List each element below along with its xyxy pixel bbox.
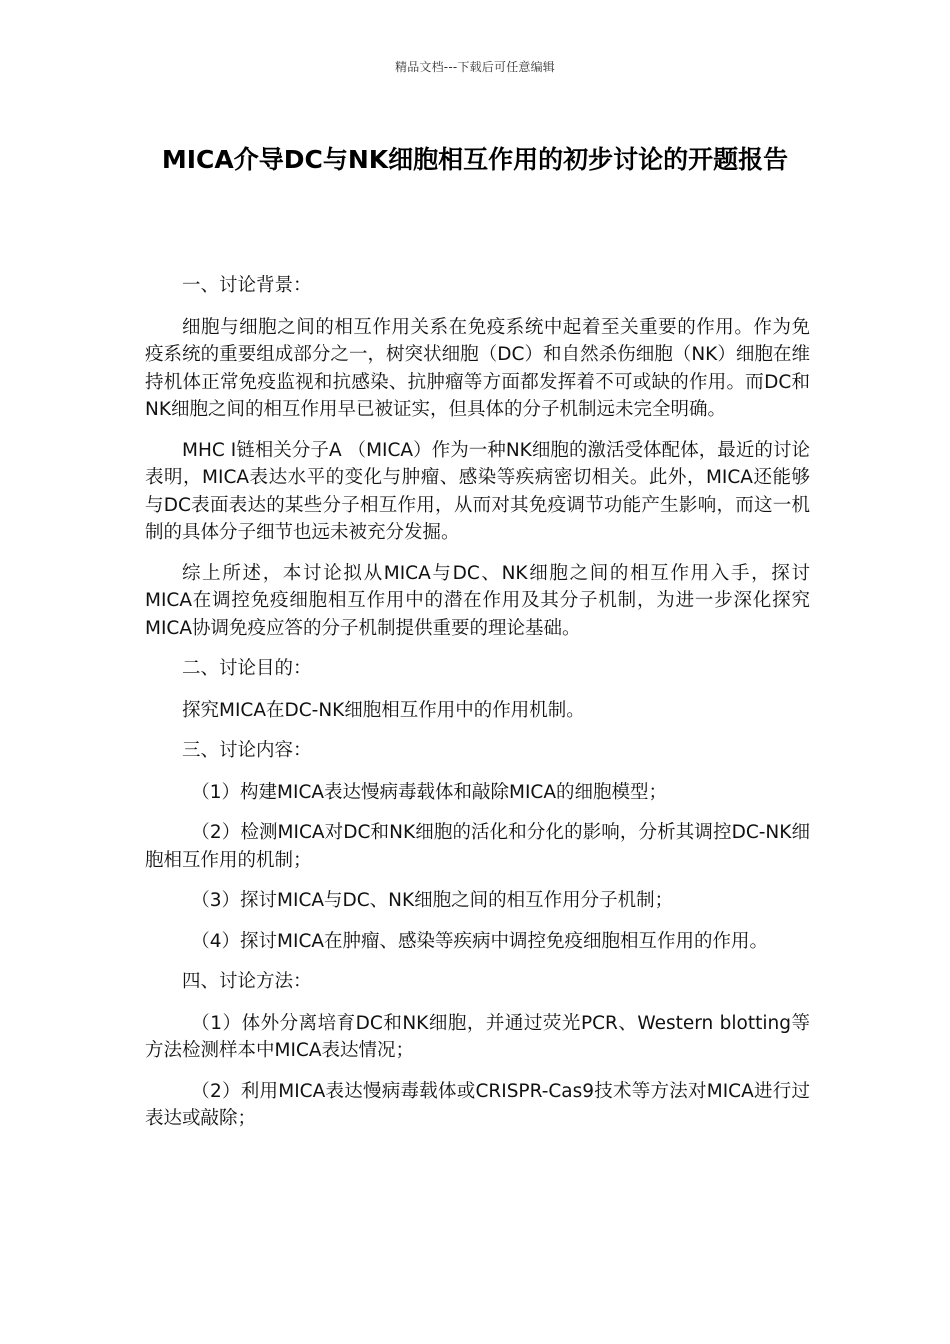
- section-heading-content: 三、讨论内容：: [182, 740, 312, 761]
- content-item-3: （3）探讨MICA与DC、NK细胞之间的相互作用分子机制；: [191, 890, 674, 911]
- method-item-2: （2）利用MICA表达慢病毒载体或CRISPR-Cas9技术等方法对MICA进行过表达或敲除；: [145, 1080, 810, 1129]
- paragraph-background-3: 综上所述，本讨论拟从MICA与DC、NK细胞之间的相互作用入手，探讨MICA在调控免疫细胞相互作用中的潜在作用及其分子机制，为进一步深化探究MICA协调免疫应答的分子机制提供重要的理论基础。: [145, 562, 810, 639]
- content-item-2: （2）检测MICA对DC和NK细胞的活化和分化的影响，分析其调控DC-NK细胞相互作用的机制；: [145, 822, 810, 871]
- paragraph-background-2: MHC I链相关分子A （MICA）作为一种NK细胞的激活受体配体，最近的讨论表明，MICA表达水平的变化与肿瘤、感染等疾病密切相关。此外，MICA还能够与DC表面表达的某些分子相互作用，从而对其免疫调节功能产生影响，而这一机制的具体分子细节也远未被充分发掘。: [145, 439, 810, 543]
- section-heading-background: 一、讨论背景：: [182, 275, 312, 296]
- paragraph-background-1: 细胞与细胞之间的相互作用关系在免疫系统中起着至关重要的作用。作为免疫系统的重要组成部分之一，树突状细胞（DC）和自然杀伤细胞（NK）细胞在维持机体正常免疫监视和抗感染、抗肿瘤等方面都发挥着不可或缺的作用。而DC和NK细胞之间的相互作用早已被证实，但具体的分子机制远未完全明确。: [145, 316, 810, 420]
- section-heading-purpose: 二、讨论目的：: [182, 658, 312, 679]
- method-item-1: （1）体外分离培育DC和NK细胞，并通过荧光PCR、Western blotting等方法检测样本中MICA表达情况；: [145, 1012, 810, 1061]
- section-heading-method: 四、讨论方法：: [182, 971, 312, 992]
- content-item-1: （1）构建MICA表达慢病毒载体和敲除MICA的细胞模型；: [191, 781, 668, 803]
- paragraph-purpose: 探究MICA在DC-NK细胞相互作用中的作用机制。: [182, 699, 585, 721]
- document-body: [145, 272, 810, 1146]
- page-header: 精品文档---下载后可任意编辑: [395, 60, 555, 74]
- document-title: MICA介导DC与NK细胞相互作用的初步讨论的开题报告: [161, 145, 789, 174]
- content-item-4: （4）探讨MICA在肿瘤、感染等疾病中调控免疫细胞相互作用的作用。: [191, 930, 769, 952]
